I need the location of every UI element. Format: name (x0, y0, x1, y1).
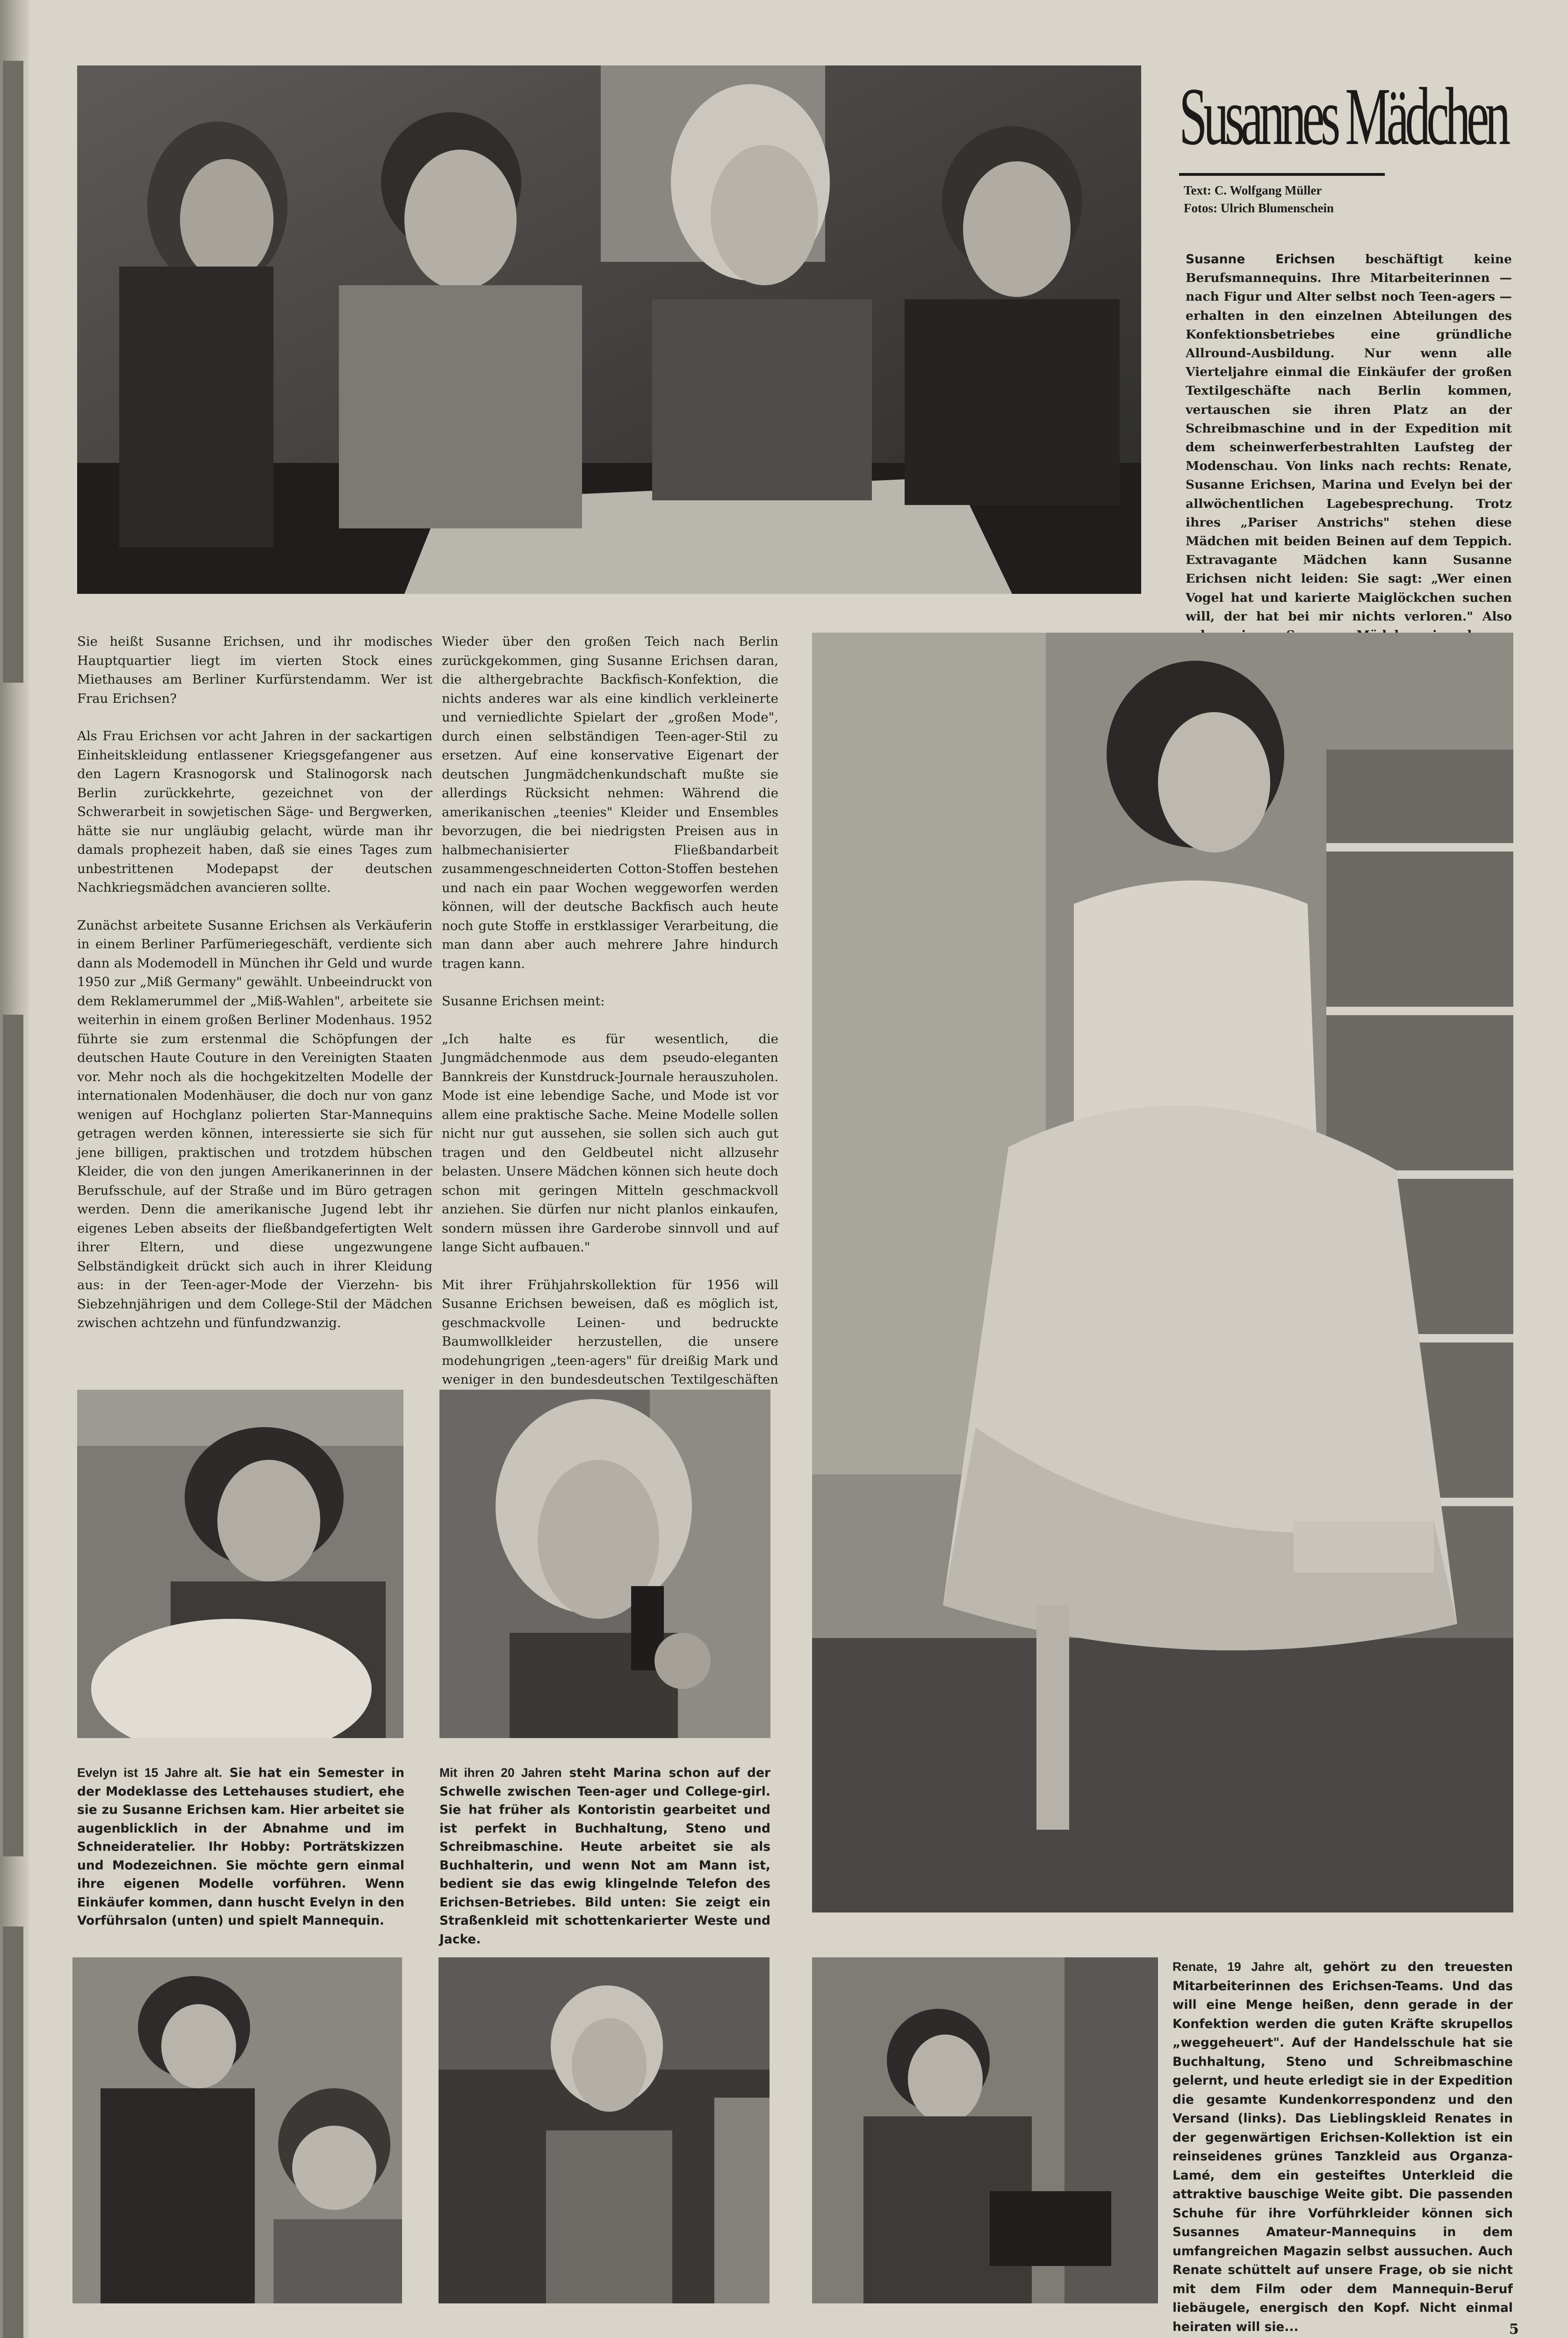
spine-strip (3, 61, 23, 683)
photo-credit: Fotos: Ulrich Blumenschein (1184, 201, 1334, 215)
caption-marina-body: steht Marina schon auf der Schwelle zwischen Teen-ager und College-girl. Sie hat früher als Kontoristin gearbeitet und ist perfekt in Buchhaltung, Steno und Schreibmaschine. Heute arbeitet sie als Buchhalterin, und wenn Not am Mann ist, bedient sie das ewig klingelnde Telefon des Erichsen-Betriebes. Bild unten: Sie zeigt ein Straßenkleid mit schottenkarierter Weste und Jacke. (439, 1766, 770, 1947)
column1-paragraph-2: Als Frau Erichsen vor acht Jahren in der sackartigen Einheitskleidung entlassener Kriegsgefangener aus den Lagern Krasnogorsk und Stalinogorsk nach Berlin zurückkehrte, gezeichnet von der Schwerarbeit in sowjetischen Säge- und Bergwerken, hätte sie nur ungläubig gelacht, würde man ihr damals prophezeit haben, daß sie eines Tages zum unbestrittenen Modepapst der deutschen Nachkriegsmädchen avancieren sollte. (77, 729, 432, 895)
page-number: 5 (1509, 2321, 1519, 2338)
column2-paragraph-1: Wieder über den großen Teich nach Berlin zurückgekommen, ging Susanne Erichsen daran, die althergebrachte Backfisch-Konfektion, die nichts anderes war als eine kindlich verkleinerte und verniedlichte Spielart der „großen Mode", durch einen selbständigen Teen-ager-Stil zu ersetzen. Auf eine konservative Eigenart der deutschen Jungmädchenkundschaft mußte sie allerdings Rücksicht nehmen: Während die amerikanischen „teenies" Kleider und Ensembles bevorzugen, die bei niedrigsten Preisen aus in halbmechanisierter Fließbandarbeit zusammengeschneiderten Cotton-Stoffen bestehen und nach ein paar Wochen weggeworfen werden können, will der deutsche Backfisch auch heute noch gute Stoffe in erstklassiger Verarbeitung, die man dann aber auch mehrere Jahre hindurch tragen kann. (442, 634, 778, 971)
column1-paragraph-1: Sie heißt Susanne Erichsen, und ihr modisches Hauptquartier liegt im vierten Stock eines Miethauses am Berliner Kurfürstendamm. Wer ist Frau Erichsen? (77, 634, 432, 706)
photo-evelyn-showroom (72, 1957, 402, 2303)
caption-evelyn-lead: Evelyn ist 15 Jahre alt. (77, 1766, 223, 1780)
photo-marina-plaid-dress (439, 1957, 770, 2303)
photo-group-meeting (77, 65, 1141, 594)
column1-paragraph-3: Zunächst arbeitete Susanne Erichsen als Verkäuferin in einem Berliner Parfümeriegeschäft, verdiente sich dann als Modemodell in München ihr Geld und wurde 1950 zur „Miß Germany" gewählt. Unbeeindruckt von dem Reklamerummel der „Miß-Wahlen", arbeitete sie weiterhin in einem großen Berliner Modenhaus. 1952 führte sie zum erstenmal die Schöpfungen der deutschen Haute Couture in den Vereinigten Staaten vor. Mehr noch als die hochgekitzelten Modelle der internationalen Modenhäuser, die doch nur von ganz wenigen auf Hochglanz polierten Star-Mannequins getragen werden können, interessierte sie sich für jene billigen, praktischen und trotzdem hübschen Kleider, die von den jungen Amerikanerinnen in der Berufsschule, auf der Straße und im Büro getragen werden. Denn die amerikanische Jugend lebt ihr eigenes Leben abseits der fließbandgefertigten Welt ihrer Eltern, und diese ungezwungene Selbständigkeit drückt sich auch in ihrer Kleidung aus: in der Teen-ager-Mode der Vierzehn- bis Siebzehnjährigen und dem College-Stil der Mädchen zwischen achtzehn und fünfundzwanzig. (77, 917, 432, 1330)
spine-strip (3, 1015, 23, 1856)
spine-strip (3, 1927, 23, 2338)
photo-marina-telephone (439, 1390, 770, 1738)
article-title: Susannes Mädchen (1179, 70, 1385, 176)
article-column-2 (442, 632, 778, 1427)
caption-renate (1172, 1957, 1513, 2337)
caption-evelyn (77, 1764, 404, 1930)
intro-lead: Susanne Erichsen (1186, 252, 1335, 267)
caption-marina (439, 1764, 770, 1948)
intro-paragraph (1186, 250, 1512, 645)
intro-body: beschäftigt keine Berufsmannequins. Ihre Mitarbeiterinnen — nach Figur und Alter selbst noch Teen-agers — erhalten in den einzelnen Abteilungen des Konfektionsbetriebes eine gründliche Allround-Ausbildung. Nur wenn alle Vierteljahre einmal die Einkäufer der großen Textilgeschäfte nach Berlin kommen, vertauschen sie ihren Platz an der Schreibmaschine und in der Expedition mit dem scheinwerferbestrahlten Laufsteg der Modenschau. Von links nach rechts: Renate, Susanne Erichsen, Marina und Evelyn bei der allwöchentlichen Lagebesprechung. Trotz ihres „Pariser Anstrichs" stehen diese Mädchen mit beiden Beinen auf dem Teppich. Extravagante Mädchen kann Susanne Erichsen nicht leiden: Sie sagt: „Wer einen Vogel hat und karierte Maiglöckchen suchen will, der hat bei mir nichts verloren." Also (1186, 252, 1512, 624)
column2-paragraph-3: „Ich halte es für wesentlich, die Jungmädchenmode aus dem pseudo-eleganten Bannkreis der Kunstdruck-Journale herauszuholen. Mode ist eine lebendige Sache, und Mode ist vor allem eine praktische Sache. Meine Modelle sollen nicht nur gut aussehen, sie sollen sich auch gut tragen und den Geldbeutel nicht allzusehr belasten. Unsere Mädchen können sich heute doch schon mit geringen Mitteln geschmackvoll anziehen. Sie dürfen nur nicht planlos einkaufen, sondern müssen ihre Garderobe sinnvoll und auf lange Sicht aufbauen." (442, 1031, 778, 1255)
photo-renate-shoe-shelf (812, 633, 1513, 1912)
photo-evelyn-sewing (77, 1390, 403, 1738)
caption-marina-lead: Mit ihren 20 Jahren (439, 1766, 562, 1780)
caption-evelyn-body: Sie hat ein Semester in der Modeklasse des Lettehauses studiert, ehe sie zu Susanne Erichsen kam. Hier arbeitet sie augenblicklich in der Abnahme und im Schneideratelier. Ihr Hobby: Porträtskizzen und Modezeichnen. Sie möchte gern einmal ihre eigenen Modelle vorführen. Wenn Einkäufer kommen, dann huscht Evelyn in den Vorführsalon (unten) und spielt Mannequin. (77, 1766, 404, 1928)
text-credit: Text: C. Wolfgang Müller (1184, 183, 1322, 197)
column2-paragraph-2: Susanne Erichsen meint: (442, 994, 605, 1009)
photo-renate-typewriter (812, 1957, 1158, 2303)
caption-renate-lead: Renate, 19 Jahre alt, (1172, 1960, 1312, 1974)
binding-spine (0, 0, 29, 2338)
article-column-1 (77, 632, 432, 1351)
caption-renate-body: gehört zu den treuesten Mitarbeiterinnen des Erichsen-Teams. Und das will eine Menge heißen, denn gerade in der Konfektion werden die guten Kräfte skrupellos „weggeheuert". Auf der Handelsschule hat sie Buchhaltung, Steno und Schreibmaschine gelernt, und heute erledigt sie in der Expedition die gesamte Kundenkorrespondenz und den Versand (links). Das Lieblingskleid Renates in der gegenwärtigen Erichsen-Kollektion ist ein reinseidenes grünes Tanzkleid aus Organza-Lamé, dem ein gesteiftes Unterkleid die attraktive bauschige Weite gibt. Die passenden Schuhe für ihre Vorführkleider können sich Susannes Amateur-Mannequins in dem umfangreichen Magazin selbst aussuchen. Auch Renate schüttelt auf unsere Frage, ob sie nicht mit dem Film oder dem Mannequin-Beruf liebäugele, energisch den Kopf. Nicht einmal heiraten will sie... (1172, 1960, 1513, 2334)
article-credits (1184, 181, 1511, 217)
column2-paragraph-4: Mit ihrer Frühjahrskollektion für 1956 will Susanne Erichsen beweisen, daß es möglich ist, geschmackvolle Leinen- und bedruckte Baumwollkleider herzustellen, die unsere modehungrigen „teen-agers" für dreißig Mark und weniger in den bundesdeutschen Textilgeschäften (442, 1277, 778, 1387)
